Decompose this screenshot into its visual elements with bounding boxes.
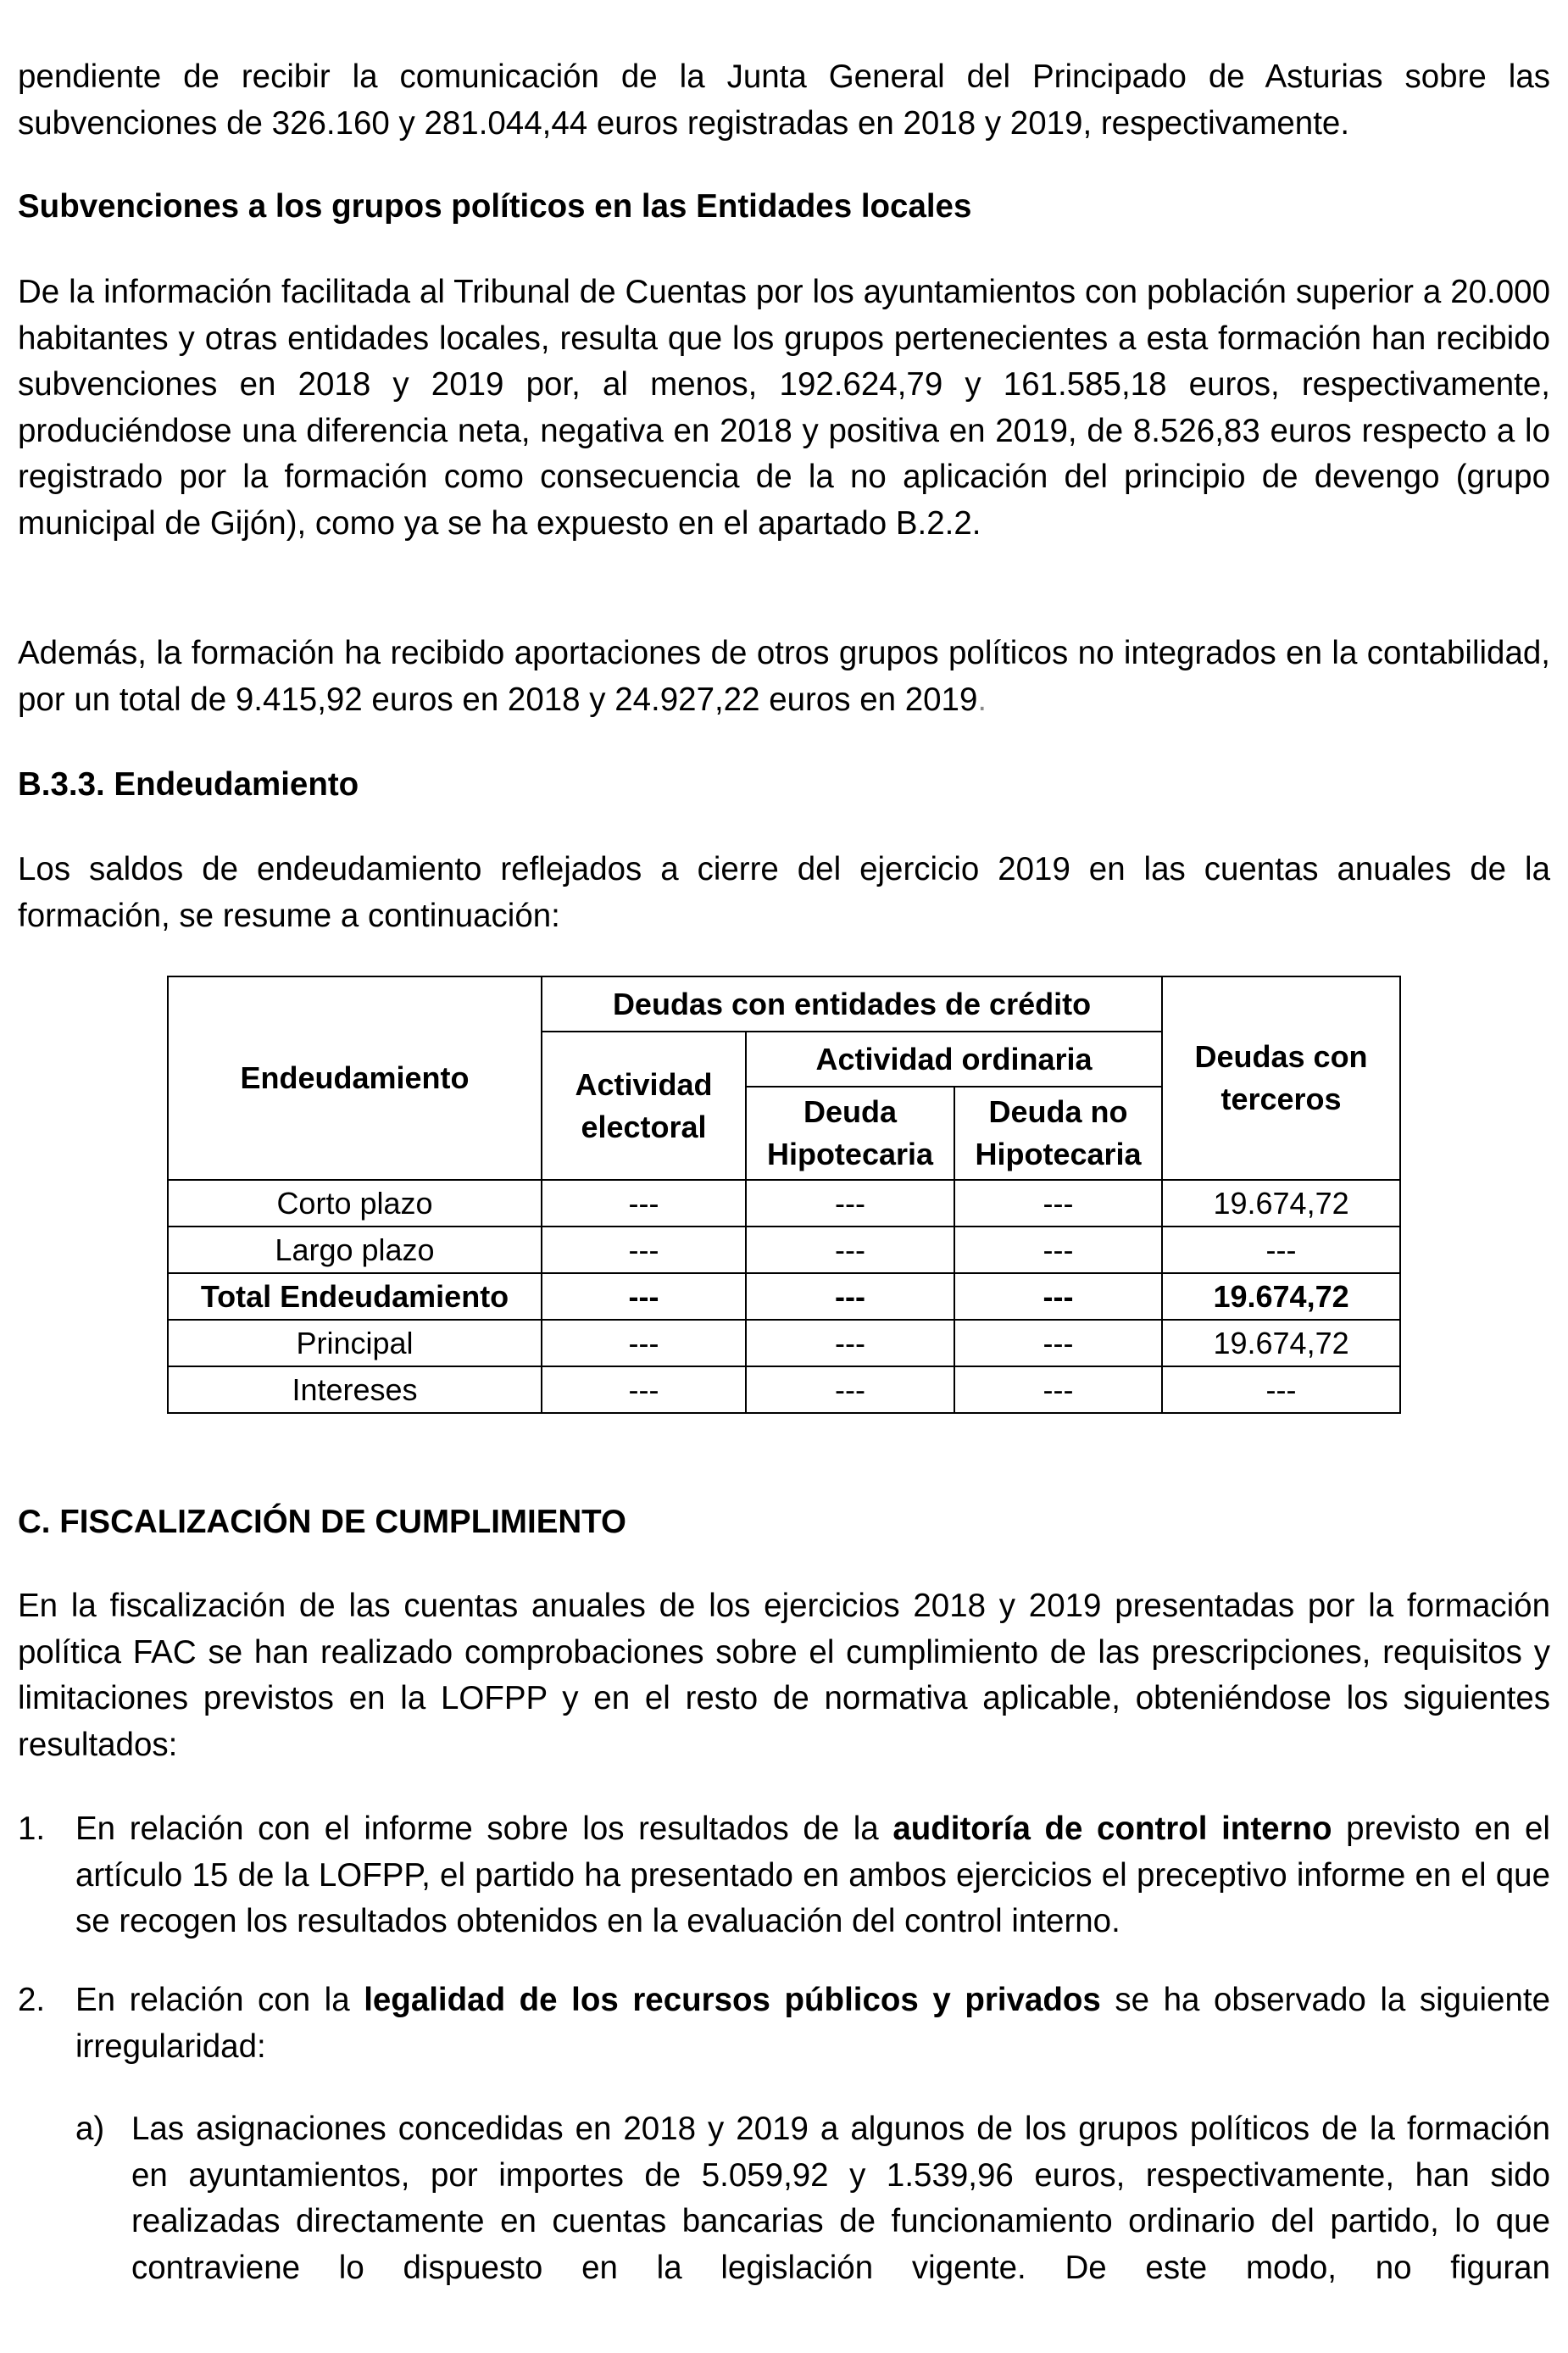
cell-deuda-hipotecaria: --- [746, 1366, 954, 1413]
header-endeudamiento: Endeudamiento [168, 976, 542, 1180]
cell-deuda-no-hipotecaria: --- [954, 1180, 1162, 1227]
list-number-1: 1. [18, 1811, 46, 1847]
header-actividad-ordinaria: Actividad ordinaria [746, 1032, 1162, 1087]
cell-deuda-no-hipotecaria: --- [954, 1273, 1162, 1320]
header-deuda-no-hipotecaria: Deuda no Hipotecaria [954, 1087, 1162, 1180]
cell-actividad-electoral: --- [542, 1227, 746, 1273]
cell-deuda-no-hipotecaria: --- [954, 1366, 1162, 1413]
header-deudas-entidades-credito: Deudas con entidades de crédito [542, 976, 1162, 1032]
cell-deuda-hipotecaria: --- [746, 1273, 954, 1320]
paragraph-aportaciones-text: Además, la formación ha recibido aportaciones de otros grupos políticos no integrados en la contabilidad, por un total de 9.415,92 euros en 2018 y 24.927,22 euros en 2019 [18, 635, 1550, 718]
list-item-1-bold: auditoría de control interno [892, 1811, 1332, 1847]
row-label: Largo plazo [168, 1227, 542, 1273]
paragraph-fiscalizacion: En la fiscalización de las cuentas anuales de los ejercicios 2018 y 2019 presentadas por la formación política FAC se han realizado comprobaciones sobre el cumplimiento de las prescripciones, requisitos y limitaciones previstos en la LOFPP y en el resto de normativa aplicable, obteniéndose los siguientes resultados: [18, 1588, 1550, 1763]
sub-list-letter-a: a) [75, 2111, 105, 2147]
list-number-2: 2. [18, 1982, 46, 2018]
list-item-2-after: se ha observado la siguiente irregularidad: [75, 1982, 1550, 2065]
row-label: Intereses [168, 1366, 542, 1413]
cell-deuda-no-hipotecaria: --- [954, 1227, 1162, 1273]
table-row [168, 1366, 1400, 1413]
header-actividad-electoral: Actividad electoral [542, 1032, 746, 1180]
paragraph-subvenciones-asturias: pendiente de recibir la comunicación de la Junta General del Principado de Asturias sobre las subvenciones de 326.160 y 281.044,44 euros registradas en 2018 y 2019, respectivamente. [18, 58, 1550, 142]
list-item-auditoria [75, 1806, 1550, 1945]
heading-endeudamiento: B.3.3. Endeudamiento [18, 766, 359, 803]
table-row [168, 1180, 1400, 1227]
row-label: Principal [168, 1320, 542, 1366]
heading-subvenciones-entidades-locales: Subvenciones a los grupos políticos en las Entidades locales [18, 188, 972, 225]
sub-list-item-asignaciones: Las asignaciones concedidas en 2018 y 2019 a algunos de los grupos políticos de la formación en ayuntamientos, por importes de 5.059,92 y 1.539,96 euros, respectivamente, han sido realizadas directamente en cuentas bancarias de funcionamiento ordinario del partido, lo que contraviene lo dispuesto en la legislación vigente. De este modo, no figuran [131, 2111, 1550, 2286]
cell-actividad-electoral: --- [542, 1180, 746, 1227]
cell-deudas-terceros: --- [1162, 1366, 1400, 1413]
list-item-2-before: En relación con la [75, 1982, 364, 2018]
paragraph-aportaciones-end: . [977, 681, 987, 718]
paragraph-entidades-locales: De la información facilitada al Tribunal de Cuentas por los ayuntamientos con población superior a 20.000 habitantes y otras entidades locales, resulta que los grupos pertenecientes a esta formación han recibido subvenciones en 2018 y 2019 por, al menos, 192.624,79 y 161.585,18 euros, respectivamente, produciéndose una diferencia neta, negativa en 2018 y positiva en 2019, de 8.526,83 euros respecto a lo registrado por la formación como consecuencia de la no aplicación del principio de devengo (grupo municipal de Gijón), como ya se ha expuesto en el apartado B.2.2. [18, 274, 1550, 542]
table-row [168, 1227, 1400, 1273]
cell-deudas-terceros: 19.674,72 [1162, 1320, 1400, 1366]
paragraph-aportaciones [18, 631, 1550, 723]
heading-fiscalizacion-cumplimiento: C. FISCALIZACIÓN DE CUMPLIMIENTO [18, 1504, 626, 1540]
list-item-2-bold: legalidad de los recursos públicos y privados [364, 1982, 1101, 2018]
cell-actividad-electoral: --- [542, 1366, 746, 1413]
table-row [168, 1320, 1400, 1366]
table-row-total [168, 1273, 1400, 1320]
cell-deuda-hipotecaria: --- [746, 1227, 954, 1273]
list-item-1-before: En relación con el informe sobre los resultados de la [75, 1811, 893, 1847]
paragraph-saldos-endeudamiento: Los saldos de endeudamiento reflejados a cierre del ejercicio 2019 en las cuentas anuales de la formación, se resume a continuación: [18, 851, 1550, 934]
cell-deuda-no-hipotecaria: --- [954, 1320, 1162, 1366]
header-deudas-terceros: Deudas con terceros [1162, 976, 1400, 1180]
cell-deudas-terceros: 19.674,72 [1162, 1273, 1400, 1320]
cell-deuda-hipotecaria: --- [746, 1320, 954, 1366]
endeudamiento-table [167, 976, 1401, 1414]
cell-deudas-terceros: --- [1162, 1227, 1400, 1273]
table-header-row-1 [168, 976, 1400, 1032]
cell-actividad-electoral: --- [542, 1320, 746, 1366]
cell-deuda-hipotecaria: --- [746, 1180, 954, 1227]
header-deuda-hipotecaria: Deuda Hipotecaria [746, 1087, 954, 1180]
cell-deudas-terceros: 19.674,72 [1162, 1180, 1400, 1227]
row-label: Corto plazo [168, 1180, 542, 1227]
cell-actividad-electoral: --- [542, 1273, 746, 1320]
list-item-1-after: previsto en el artículo 15 de la LOFPP, el partido ha presentado en ambos ejercicios el preceptivo informe en el que se recogen los resultados obtenidos en la evaluación del control interno. [75, 1811, 1550, 1940]
list-item-legalidad [75, 1978, 1550, 2070]
row-label: Total Endeudamiento [168, 1273, 542, 1320]
